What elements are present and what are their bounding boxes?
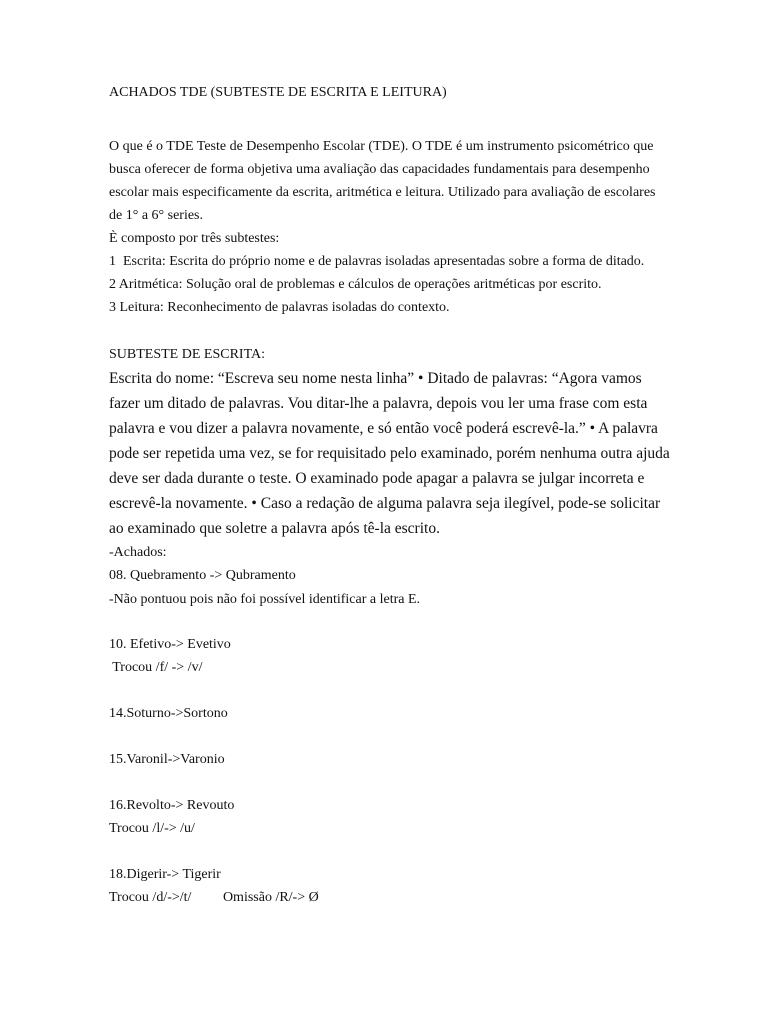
subtest-list-item: 2 Aritmética: Solução oral de problemas e cálculos de operações aritméticas por escrito.	[109, 277, 602, 292]
finding-item: 14.Soturno->Sortono	[109, 706, 228, 721]
document-title: ACHADOS TDE (SUBTESTE DE ESCRITA E LEITURA)	[109, 85, 447, 100]
intro-line: busca oferecer de forma objetiva uma avaliação das capacidades fundamentais para desempenho	[109, 162, 650, 177]
finding-note: Trocou /d/->/t/ Omissão /R/-> Ø	[109, 890, 319, 905]
subtest-description-line: Escrita do nome: “Escreva seu nome nesta linha” • Ditado de palavras: “Agora vamos	[109, 370, 642, 387]
intro-line: O que é o TDE Teste de Desempenho Escolar (TDE). O TDE é um instrumento psicométrico que	[109, 139, 654, 154]
subtest-list-item: 3 Leitura: Reconhecimento de palavras isoladas do contexto.	[109, 300, 450, 315]
intro-line: de 1° a 6° series.	[109, 208, 204, 223]
finding-note: Trocou /l/-> /u/	[109, 821, 195, 836]
subtest-description-line: palavra e vou dizer a palavra novamente, e só então você poderá escrevê-la.” • A palavra	[109, 420, 658, 437]
finding-item: 15.Varonil->Varonio	[109, 752, 225, 767]
finding-note: Trocou /f/ -> /v/	[109, 660, 203, 675]
subtest-description-line: deve ser dada durante o teste. O examinado pode apagar a palavra se julgar incorreta e	[109, 470, 645, 487]
subtest-description-line: fazer um ditado de palavras. Vou ditar-lhe a palavra, depois vou ler uma frase com esta	[109, 395, 648, 412]
subtest-description-line: escrevê-la novamente. • Caso a redação de alguma palavra seja ilegível, pode-se solicitar	[109, 495, 661, 512]
subtest-heading: SUBTESTE DE ESCRITA:	[109, 347, 265, 362]
finding-item: 16.Revolto-> Revouto	[109, 798, 235, 813]
finding-item: 18.Digerir-> Tigerir	[109, 867, 221, 882]
finding-item: 10. Efetivo-> Evetivo	[109, 637, 231, 652]
subtest-list-item: 1 Escrita: Escrita do próprio nome e de palavras isoladas apresentadas sobre a forma de ditado.	[109, 254, 645, 269]
findings-label: -Achados:	[109, 545, 167, 560]
intro-line: escolar mais especificamente da escrita, aritmética e leitura. Utilizado para avaliação de escolares	[109, 185, 656, 200]
finding-item: 08. Quebramento -> Qubramento	[109, 568, 296, 583]
subtest-description-line: ao examinado que soletre a palavra após tê-la escrito.	[109, 520, 440, 537]
finding-note: -Não pontuou pois não foi possível identificar a letra E.	[109, 592, 421, 607]
subtest-description-line: pode ser repetida uma vez, se for requisitado pelo examinado, porém nenhuma outra ajuda	[109, 445, 670, 462]
intro-line: È composto por três subtestes:	[109, 231, 280, 246]
